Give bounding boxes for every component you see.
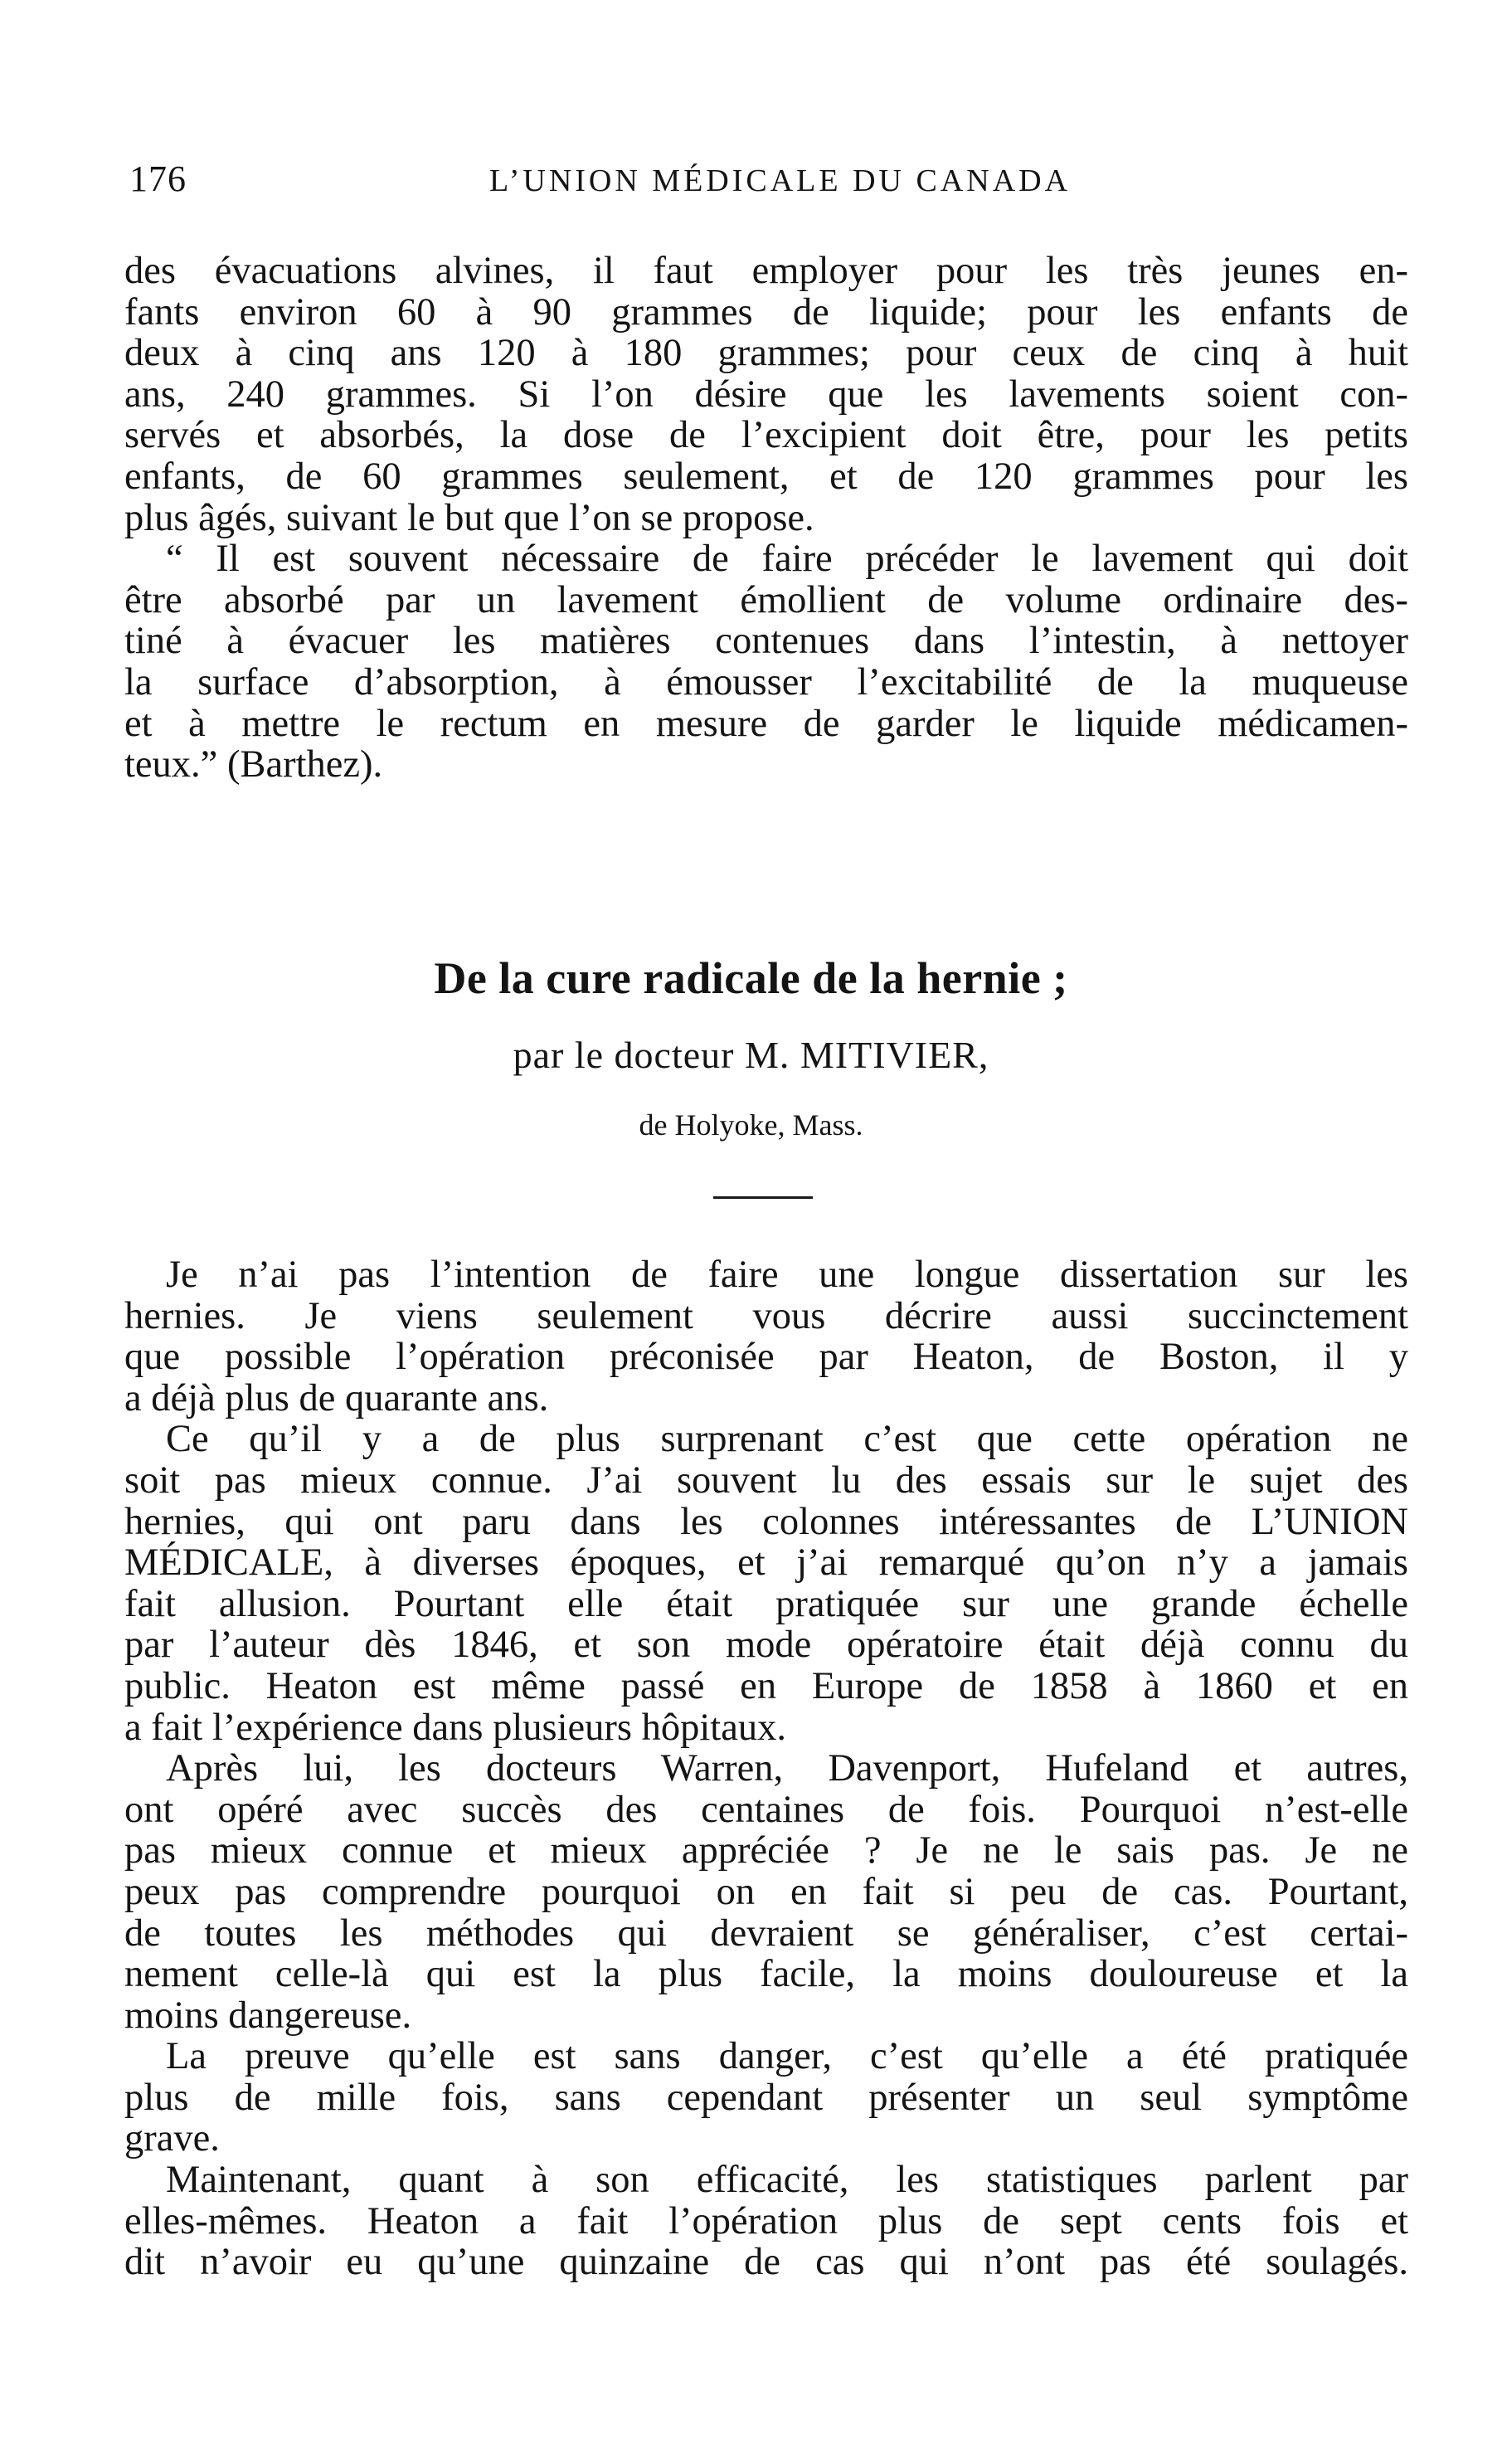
text-line: moins dangereuse.	[124, 1994, 412, 2037]
text-line: La preuve qu’elle est sans danger, c’est qu’elle a été pratiquée	[166, 2035, 1408, 2078]
text-line: par l’auteur dès 1846, et son mode opératoire était déjà connu du	[124, 1624, 1408, 1667]
paragraph-block-1	[124, 251, 1408, 786]
text-line: a fait l’expérience dans plusieurs hôpitaux.	[124, 1706, 786, 1749]
text-line: “ Il est souvent nécessaire de faire précéder le lavement qui doit	[166, 538, 1408, 581]
article-byline: par le docteur M. MITIVIER,	[513, 1034, 989, 1076]
text-line: tiné à évacuer les matières contenues dans l’intestin, à nettoyer	[124, 620, 1408, 663]
text-line: hernies. Je viens seulement vous décrire aussi succinctement	[124, 1294, 1408, 1337]
text-line: de toutes les méthodes qui devraient se généraliser, c’est certai-	[124, 1911, 1408, 1955]
text-line: ans, 240 grammes. Si l’on désire que les lavements soient con-	[124, 373, 1408, 416]
text-line: Maintenant, quant à son efficacité, les statistiques parlent par	[166, 2159, 1408, 2202]
text-line: hernies, qui ont paru dans les colonnes intéressantes de L’UNION	[124, 1500, 1408, 1543]
page-header	[124, 158, 1393, 207]
text-line: plus âgés, suivant le but que l’on se propose.	[124, 496, 814, 539]
author-affiliation: de Holyoke, Mass.	[639, 1108, 863, 1142]
section-divider	[713, 1196, 813, 1199]
text-line: Ce qu’il y a de plus surprenant c’est que cette opération ne	[166, 1418, 1408, 1461]
text-line: Je n’ai pas l’intention de faire une longue dissertation sur les	[166, 1254, 1408, 1296]
text-line: enfants, de 60 grammes seulement, et de 120 grammes pour les	[124, 455, 1408, 498]
text-line: des évacuations alvines, il faut employer pour les très jeunes en-	[124, 250, 1408, 292]
text-line: fait allusion. Pourtant elle était pratiquée sur une grande échelle	[124, 1582, 1408, 1625]
text-line: et à mettre le rectum en mesure de garder le liquide médicamen-	[124, 702, 1408, 745]
text-line: que possible l’opération préconisée par Heaton, de Boston, il y	[124, 1336, 1408, 1379]
text-line: deux à cinq ans 120 à 180 grammes; pour ceux de cinq à huit	[124, 332, 1408, 375]
text-line: Après lui, les docteurs Warren, Davenport, Hufeland et autres,	[166, 1747, 1408, 1790]
text-line: fants environ 60 à 90 grammes de liquide; pour les enfants de	[124, 290, 1408, 334]
text-line: elles-mêmes. Heaton a fait l’opération plus de sept cents fois et	[124, 2199, 1408, 2242]
text-line: la surface d’absorption, à émousser l’excitabilité de la muqueuse	[124, 660, 1408, 704]
text-line: être absorbé par un lavement émollient de volume ordinaire des-	[124, 578, 1408, 621]
text-line: servés et absorbés, la dose de l’excipient doit être, pour les petits	[124, 414, 1408, 457]
text-line: MÉDICALE, à diverses époques, et j’ai remarqué qu’on n’y a jamais	[124, 1541, 1408, 1585]
text-line: peux pas comprendre pourquoi on en fait si peu de cas. Pourtant,	[124, 1870, 1408, 1913]
page-number: 176	[129, 158, 187, 199]
text-line: pas mieux connue et mieux appréciée ? Je ne le sais pas. Je ne	[124, 1829, 1408, 1872]
text-line: a déjà plus de quarante ans.	[124, 1376, 549, 1419]
text-line: soit pas mieux connue. J’ai souvent lu des essais sur le sujet des	[124, 1458, 1408, 1502]
text-line: nement celle-là qui est la plus facile, la moins douloureuse et la	[124, 1953, 1408, 1996]
text-line: dit n’avoir eu qu’une quinzaine de cas qui n’ont pas été soulagés.	[124, 2241, 1408, 2284]
text-line: public. Heaton est même passé en Europe de 1858 à 1860 et en	[124, 1664, 1408, 1707]
running-title: L’UNION MÉDICALE DU CANADA	[489, 163, 1072, 198]
text-line: grave.	[124, 2117, 220, 2160]
text-line: ont opéré avec succès des centaines de fois. Pourquoi n’est-elle	[124, 1788, 1408, 1831]
paragraph-block-2	[124, 1254, 1408, 2283]
text-line: teux.” (Barthez).	[124, 743, 383, 786]
article-title: De la cure radicale de la hernie ;	[434, 953, 1068, 1003]
text-line: plus de mille fois, sans cependant présenter un seul symptôme	[124, 2076, 1408, 2119]
